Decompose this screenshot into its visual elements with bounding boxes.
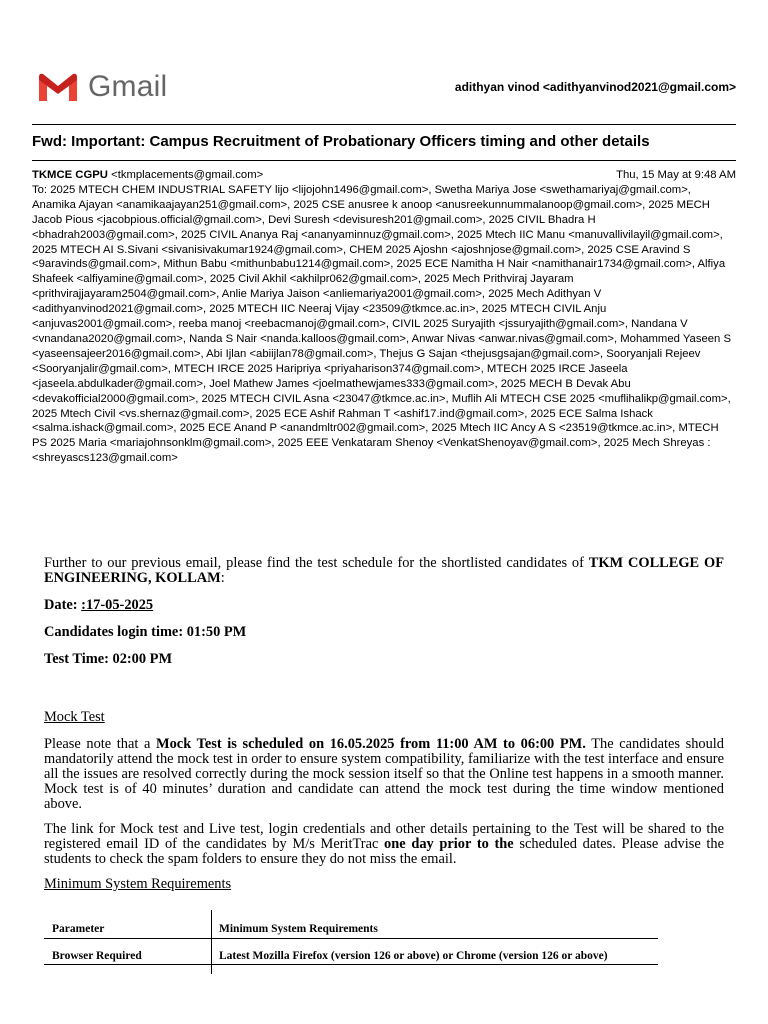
header xyxy=(0,0,768,120)
table-cell: Latest Mozilla Firefox (version 126 or above) or Chrome (version 126 or above) xyxy=(219,950,608,962)
gmail-m-icon xyxy=(37,71,79,103)
sender xyxy=(32,168,263,183)
table-header-cell: Parameter xyxy=(52,923,105,935)
test-time: Test Time: 02:00 PM xyxy=(44,651,173,667)
login-time: Candidates login time: 01:50 PM xyxy=(44,624,247,640)
table-divider xyxy=(44,964,658,965)
table-divider xyxy=(44,938,658,939)
sender-email: <tkmplacements@gmail.com> xyxy=(111,169,264,181)
email-date: Thu, 15 May at 9:48 AM xyxy=(616,169,736,181)
table-header-cell: Minimum System Requirements xyxy=(219,923,378,935)
email-subject: Fwd: Important: Campus Recruitment of Probationary Officers timing and other details xyxy=(32,133,650,150)
intro-paragraph: Further to our previous email, please find the test schedule for the shortlisted candidates of TKM COLLEGE OF ENGINEERING, KOLLAM: xyxy=(44,555,724,586)
email-meta xyxy=(32,168,736,466)
divider xyxy=(32,160,736,161)
requirements-heading: Minimum System Requirements xyxy=(44,876,232,892)
sender-name: TKMCE CGPU xyxy=(32,169,108,181)
test-date: Date: :17-05-2025 xyxy=(44,597,154,613)
email-body xyxy=(44,556,724,892)
account-address: adithyan vinod <adithyanvinod2021@gmail.com> xyxy=(454,80,736,94)
divider xyxy=(32,124,736,125)
recipients-list: To: 2025 MTECH CHEM INDUSTRIAL SAFETY lijo <lijojohn1496@gmail.com>, Swetha Mariya Jose <swethamariyaj@gmail.com>, Anamika Ajayan <anamikaajayan251@gmail.com>, 2025 CSE anusree k anoop <anusreekunnummalanoop@gmail.com>, 2025 MECH Jacob Pious <jacobpious.official@gmail.com>, Devi Suresh <devisuresh201@gmail.com>, 2025 CIVIL Bhadra H <bhadrah2003@gmail.com>, 2025 CIVIL Ananya Raj <ananyaminnuz@gmail.com>, 2025 Mtech IIC Manu <manuvallivilayil@gmail.com>, 2025 MTECH AI S.Sivani <sivanisivakumar1924@gmail.com>, CHEM 2025 Ajoshn <ajoshnjose@gmail.com>, 2025 CSE Aravind S <9aravinds@gmail.com>, Mithun Babu <mithunbabu1214@gmail.com>, 2025 ECE Namitha H Nair <namithanair1734@gmail.com>, Alfiya Shafeek <alfiyamine@gmail.com>, 2025 Civil Akhil <akhilpr062@gmail.com>, 2025 Mech Prithviraj Jayaram <prithvirajjayaram2504@gmail.com>, Anlie Mariya Jaison <anliemariya2001@gmail.com>, 2025 Mech Adithyan V <adithyanvinod2021@gmail.com>, 2025 MTECH IIC Neeraj Vijay <23509@tkmce.ac.in>, 2025 MTECH CIVIL Anju <anjuvas2001@gmail.com>, reeba manoj <reebacmanoj@gmail.com>, CIVIL 2025 Suryajith <jssuryajith@gmail.com>, Nandana V <vnandana2020@gmail.com>, Nanda S Nair <nanda.kalloos@gmail.com>, Anwar Nivas <anwar.nivas@gmail.com>, Mohammed Yaseen S <yaseensajeer2016@gmail.com>, Abi Ijlan <abiijlan78@gmail.com>, Thejus G Sajan <thejusgsajan@gmail.com>, Sooryanjali Rejeev <Sooryanjalir@gmail.com>, MTECH IRCE 2025 Haripriya <priyaharison374@gmail.com>, MTECH 2025 IRCE Jaseela <jaseela.abdulkader@gmail.com>, Joel Mathew James <joelmathewjames333@gmail.com>, 2025 MECH B Devak Abu <devakofficial2000@gmail.com>, 2025 MTECH CIVIL Asna <23047@tkmce.ac.in>, Muflih Ali MTECH CSE 2025 <muflihalikp@gmail.com>, 2025 Mtech Civil <vs.shernaz@gmail.com>, 2025 ECE Ashif Rahman T <ashif17.ind@gmail.com>, 2025 ECE Salma Ishack <salma.ishack@gmail.com>, 2025 ECE Anand P <anandmltr002@gmail.com>, 2025 Mtech IIC Ancy A S <23519@tkmce.ac.in>, MTECH PS 2025 Maria <mariajohnsonklm@gmail.com>, 2025 EEE Venkataram Shenoy <VenkatShenoyav@gmail.com>, 2025 Mech Shreyas : <shreyascs123@gmail.com> xyxy=(32,183,731,465)
mock-test-paragraph: Please note that a Mock Test is scheduled on 16.05.2025 from 11:00 AM to 06:00 PM. The candidates should mandatorily attend the mock test in order to ensure system compatibility, familiarize with the test interface and ensure all the issues are resolved correctly during the mock session itself so that the Online test happens in a smooth manner. Mock test is of 40 minutes’ duration and candidate can attend the mock test during the time window mentioned above. xyxy=(44,736,724,812)
mock-test-heading: Mock Test xyxy=(44,709,105,725)
link-paragraph: The link for Mock test and Live test, login credentials and other details pertaining to the Test will be shared to the registered email ID of the candidates by M/s MeritTrac one day prior to the scheduled dates. Please advise the students to check the spam folders to ensure they do not miss the email. xyxy=(44,821,724,867)
table-cell: Browser Required xyxy=(52,950,142,962)
gmail-wordmark: Gmail xyxy=(88,70,168,103)
gmail-logo xyxy=(37,70,167,104)
